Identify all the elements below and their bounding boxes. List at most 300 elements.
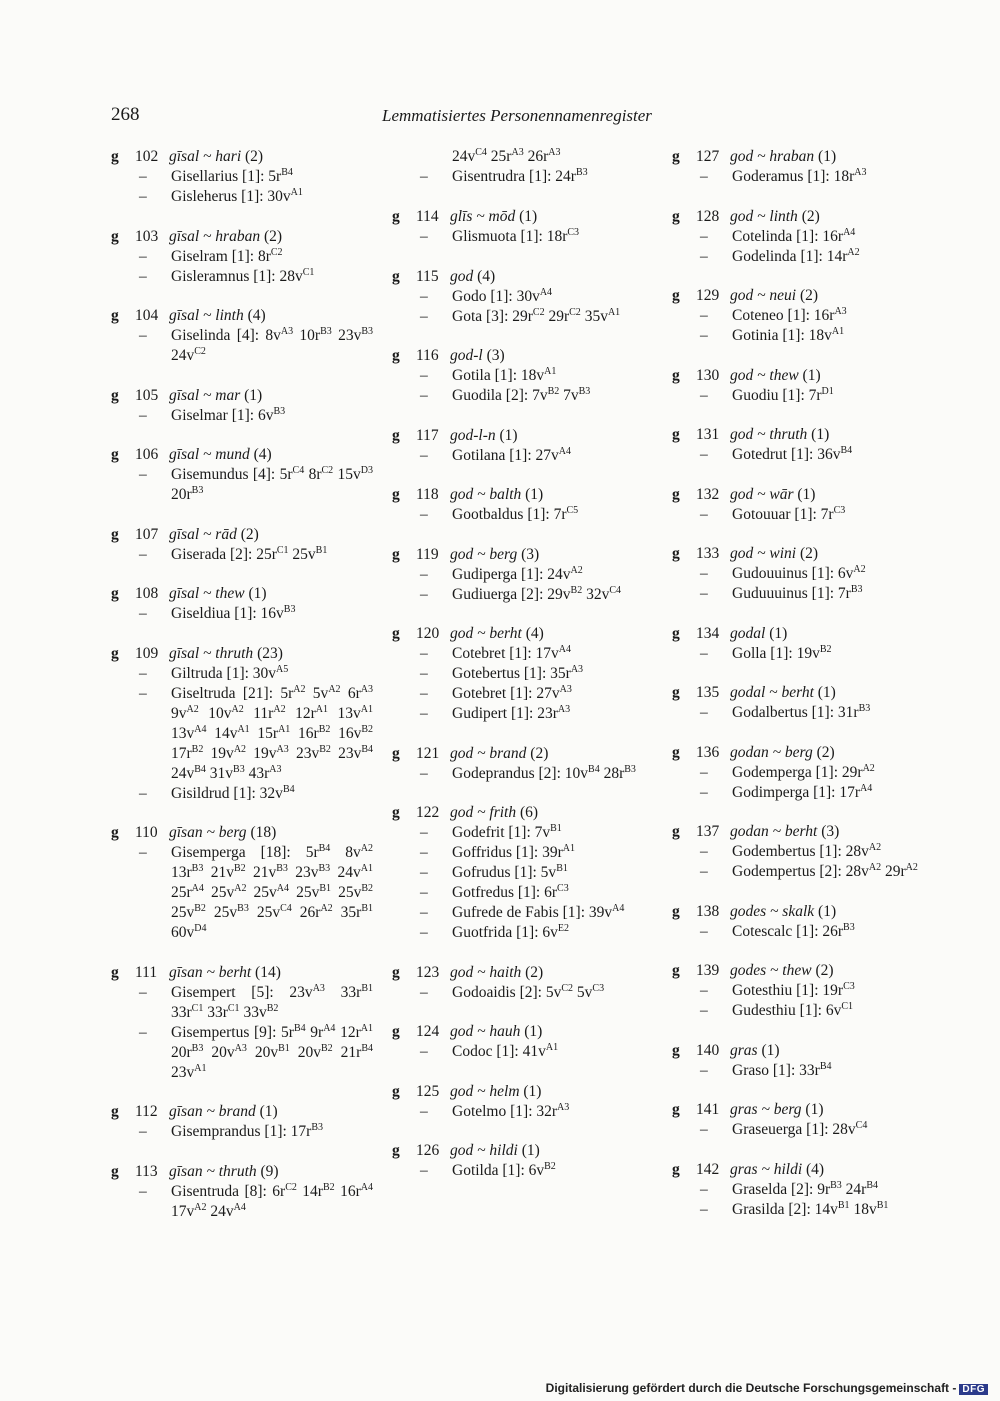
name-form-text: Guotfrida [1]: $6v^{E2}$ — [452, 922, 569, 941]
entry-count: (6) — [516, 804, 539, 821]
name-form-text: $24v^{C4}$ $25r^{A3}$ $26r^{A3}$ — [452, 146, 561, 165]
entry-lemma: god ~ hildi — [450, 1142, 518, 1159]
entry-lemma: god-l — [450, 347, 483, 364]
name-form-text: Codoc [1]: $41v^{A1}$ — [452, 1041, 559, 1060]
dash: – — [700, 247, 708, 265]
entry-lemma: god ~ wār — [730, 485, 794, 503]
entry-lemma: gīsal ~ mar — [169, 386, 241, 404]
name-form — [111, 843, 373, 943]
entry-head — [392, 1141, 654, 1161]
name-form — [392, 307, 654, 327]
entry-head — [392, 346, 654, 366]
entry-head — [392, 267, 654, 287]
name-form-text: Godemperga [1]: $29r^{A2}$ — [732, 762, 875, 781]
entry-marker: g — [672, 962, 680, 979]
entry-count: (1) — [813, 684, 836, 701]
entry-number: 119 — [416, 545, 439, 563]
dash: – — [139, 1182, 147, 1200]
entry-marker: g — [672, 1041, 680, 1059]
entry-marker: g — [392, 1142, 400, 1159]
name-form-text: Giltruda [1]: $30v^{A5}$ — [171, 663, 289, 682]
entry-head — [392, 963, 654, 983]
register-entry — [672, 544, 934, 604]
name-form-text: Graselda [2]: $9r^{B3}$ $24r^{B4}$ — [732, 1179, 879, 1198]
entry-head — [392, 1082, 654, 1102]
name-form-text: Gisempertus [9]: $5r^{B4}$ $9r^{A4}$ $12r^{A1}$ $20r^{B3}$ $20v^{A3}$ $20v^{B1}$ $20v^{B2}$ $21r^{B4}$ $23v^{A1}$ — [171, 1022, 374, 1081]
entry-lemma: gras ~ berg — [730, 1101, 802, 1118]
dash: – — [139, 1023, 147, 1041]
name-form — [392, 1042, 654, 1062]
name-form — [672, 922, 934, 942]
name-form — [111, 664, 373, 684]
entry-count: (1) — [757, 1041, 780, 1059]
entry-marker: g — [392, 208, 400, 225]
register-entry — [672, 147, 934, 187]
name-form-text: Gudesthiu [1]: $6v^{C1}$ — [732, 1000, 854, 1019]
dash: – — [700, 386, 708, 404]
entry-count: (2) — [526, 744, 549, 762]
register-entry — [392, 803, 654, 943]
name-form — [392, 863, 654, 883]
name-form — [111, 406, 373, 426]
name-form-text: Gotesthiu [1]: $19r^{C3}$ — [732, 980, 855, 999]
name-form-text: Gofrudus [1]: $5v^{B1}$ — [452, 862, 568, 881]
entry-number: 126 — [416, 1142, 440, 1159]
dash: – — [700, 446, 708, 463]
entry-count: (2) — [260, 227, 283, 245]
name-form-text: Godembertus [1]: $28v^{A2}$ — [732, 841, 882, 860]
dash: – — [700, 327, 708, 344]
entry-number: 140 — [696, 1041, 720, 1059]
name-form — [672, 247, 934, 267]
entry-number: 130 — [696, 366, 720, 384]
dash: – — [139, 684, 147, 702]
entry-count: (2) — [811, 962, 834, 979]
entry-number: 106 — [135, 446, 159, 463]
name-form — [672, 564, 934, 584]
entry-lemma: gīsal ~ rād — [169, 525, 237, 543]
entry-marker: g — [392, 1082, 400, 1100]
dash: – — [420, 367, 428, 384]
entry-marker: g — [111, 525, 119, 543]
entry-head — [672, 1100, 934, 1120]
dash: – — [420, 228, 428, 245]
entry-number: 109 — [135, 644, 159, 662]
register-entry — [672, 207, 934, 267]
name-form-text: Godelinda [1]: $14r^{A2}$ — [732, 246, 860, 265]
entry-head — [111, 584, 373, 604]
entry-number: 111 — [135, 963, 158, 981]
name-form-text: Cotescalc [1]: $26r^{B3}$ — [732, 921, 855, 940]
register-entry — [672, 743, 934, 803]
entry-head — [111, 644, 373, 664]
entry-head — [672, 207, 934, 227]
dash: – — [420, 387, 428, 404]
name-form — [111, 167, 373, 187]
name-form — [111, 247, 373, 267]
entry-marker: g — [672, 1160, 680, 1178]
register-entry — [672, 425, 934, 465]
register-entry — [672, 366, 934, 406]
register-entry — [392, 426, 654, 466]
dash: – — [139, 605, 147, 622]
register-entry — [672, 822, 934, 882]
name-form — [111, 187, 373, 207]
name-form — [392, 386, 654, 406]
entry-number: 113 — [135, 1162, 158, 1180]
name-form-text: Cotebret [1]: $17v^{A4}$ — [452, 643, 571, 662]
entry-count: (3) — [817, 823, 840, 840]
name-form — [392, 883, 654, 903]
dash: – — [700, 704, 708, 721]
entry-count: (1) — [519, 1082, 542, 1100]
name-form — [392, 167, 654, 187]
register-entry — [672, 286, 934, 346]
dash: – — [700, 922, 708, 940]
name-form-text: Gisleramnus [1]: $28v^{C1}$ — [171, 266, 315, 285]
name-form — [111, 604, 373, 624]
name-form-text: Gisentrudra [1]: $24r^{B3}$ — [452, 166, 588, 185]
name-form-text: Godefrit [1]: $7v^{B1}$ — [452, 822, 562, 841]
name-form-text: Gudipert [1]: $23r^{A3}$ — [452, 703, 571, 722]
column-1 — [111, 147, 373, 1241]
entry-marker: g — [392, 1023, 400, 1040]
register-entry — [111, 306, 373, 366]
entry-marker: g — [111, 585, 119, 602]
name-form-text: Gudiperga [1]: $24v^{A2}$ — [452, 564, 583, 583]
entry-lemma: god ~ neui — [730, 287, 797, 304]
dash: – — [420, 665, 428, 682]
name-form — [392, 704, 654, 724]
name-form-text: Godimperga [1]: $17r^{A4}$ — [732, 782, 873, 801]
dash: – — [420, 824, 428, 841]
dash: – — [420, 983, 428, 1001]
entry-lemma: god ~ berg — [450, 545, 518, 563]
name-form-text: Gotelmo [1]: $32r^{A3}$ — [452, 1101, 570, 1120]
name-form — [392, 664, 654, 684]
register-entry — [392, 1141, 654, 1181]
name-form-text: Godalbertus [1]: $31r^{B3}$ — [732, 702, 871, 721]
entry-head — [111, 823, 373, 843]
entry-lemma: god ~ brand — [450, 744, 527, 762]
dash: – — [700, 1061, 708, 1079]
entry-marker: g — [392, 804, 400, 821]
entry-lemma: gīsal ~ mund — [169, 446, 250, 463]
name-form-text: Gisempert [5]: $23v^{A3}$ $33r^{B1}$ $33r^{C1}$ $33r^{C1}$ $33v^{B2}$ — [171, 982, 373, 1021]
entry-head — [672, 902, 934, 922]
entry-marker: g — [672, 743, 680, 761]
entry-head — [111, 306, 373, 326]
entry-number: 137 — [696, 823, 720, 840]
entry-count: (3) — [482, 347, 505, 364]
register-entry — [392, 744, 654, 784]
register-entry — [111, 445, 373, 505]
name-form — [672, 644, 934, 664]
register-entry — [111, 227, 373, 287]
name-form — [672, 763, 934, 783]
entry-number: 103 — [135, 227, 159, 245]
entry-marker: g — [111, 1103, 119, 1120]
entry-head — [111, 1162, 373, 1182]
dash: – — [420, 287, 428, 305]
name-form — [111, 465, 373, 505]
footer — [546, 1381, 988, 1395]
dash: – — [420, 307, 428, 325]
dash: – — [420, 565, 428, 583]
entry-marker: g — [672, 624, 680, 642]
entry-number: 141 — [696, 1101, 720, 1118]
entry-lemma: god ~ wini — [730, 545, 797, 562]
entry-marker: g — [111, 307, 119, 324]
register-entry — [392, 346, 654, 406]
name-form-text: Golla [1]: $19v^{B2}$ — [732, 643, 832, 662]
entry-count: (4) — [521, 625, 544, 642]
register-entry — [111, 963, 373, 1083]
entry-count: (1) — [807, 426, 830, 443]
name-form — [392, 843, 654, 863]
dash: – — [139, 545, 147, 563]
entry-lemma: gīsal ~ thruth — [169, 644, 254, 662]
name-form — [111, 684, 373, 784]
entry-lemma: gīsal ~ thew — [169, 585, 245, 602]
entry-number: 112 — [135, 1103, 158, 1120]
name-form — [672, 1180, 934, 1200]
dash: – — [420, 1162, 428, 1179]
name-form-text: Grasilda [2]: $14v^{B1}$ $18v^{B1}$ — [732, 1199, 889, 1218]
name-form-text: Gisemprandus [1]: $17r^{B3}$ — [171, 1121, 324, 1140]
dash: – — [139, 247, 147, 265]
dash: – — [420, 645, 428, 662]
name-form — [392, 287, 654, 307]
name-form — [392, 983, 654, 1003]
entry-marker: g — [111, 824, 119, 841]
entry-lemma: godan ~ berht — [730, 823, 818, 840]
name-form-text: Cotelinda [1]: $16r^{A4}$ — [732, 226, 856, 245]
dash: – — [139, 1123, 147, 1140]
dash: – — [700, 783, 708, 801]
name-form — [392, 565, 654, 585]
name-form — [392, 1161, 654, 1181]
entry-number: 117 — [416, 426, 439, 444]
entry-head — [672, 147, 934, 167]
dash: – — [420, 585, 428, 603]
name-form — [672, 505, 934, 525]
entry-marker: g — [672, 426, 680, 443]
entry-count: (18) — [246, 824, 277, 841]
name-form-text: Gootbaldus [1]: $7r^{C5}$ — [452, 504, 579, 523]
dash: – — [139, 327, 147, 344]
name-form — [111, 784, 373, 804]
register-entry — [111, 1102, 373, 1142]
entry-marker: g — [672, 1101, 680, 1118]
register-entry — [392, 1082, 654, 1122]
register-entry — [111, 1162, 373, 1222]
dash: – — [700, 1121, 708, 1138]
entry-number: 133 — [696, 545, 720, 562]
name-form-text: Coteneo [1]: $16r^{A3}$ — [732, 305, 847, 324]
entry-head — [672, 624, 934, 644]
entry-number: 114 — [416, 208, 439, 225]
name-form-text: Gotebertus [1]: $35r^{A3}$ — [452, 663, 584, 682]
entry-count: (1) — [814, 148, 837, 165]
name-form-text: Gufrede de Fabis [1]: $39v^{A4}$ — [452, 902, 625, 921]
name-form — [111, 267, 373, 287]
register-entry — [392, 207, 654, 247]
entry-count: (2) — [812, 743, 835, 761]
dash: – — [420, 168, 428, 185]
name-form — [392, 684, 654, 704]
entry-count: (1) — [517, 1142, 540, 1159]
entry-number: 107 — [135, 525, 159, 543]
entry-head — [672, 286, 934, 306]
entry-number: 102 — [135, 148, 159, 165]
running-title: Lemmatisiertes Personennamenregister — [382, 106, 652, 125]
entry-count: (4) — [473, 267, 496, 285]
name-form — [392, 227, 654, 247]
name-form-text: Gudiuerga [2]: $29v^{B2}$ $32v^{C4}$ — [452, 584, 621, 603]
dash: – — [700, 1200, 708, 1218]
entry-number: 121 — [416, 744, 440, 762]
entry-number: 118 — [416, 486, 439, 503]
register-entry — [111, 525, 373, 565]
name-form-text: Giserada [2]: $25r^{C1}$ $25v^{B1}$ — [171, 544, 328, 563]
dash: – — [420, 864, 428, 881]
entry-count: (2) — [521, 963, 544, 981]
entry-number: 124 — [416, 1023, 440, 1040]
entry-lemma: god ~ hraban — [730, 148, 815, 165]
entry-lemma: gīsan ~ thruth — [169, 1162, 257, 1180]
entry-number: 127 — [696, 148, 720, 165]
entry-lemma: gras — [730, 1041, 758, 1059]
entry-marker: g — [392, 486, 400, 503]
register-entry — [672, 624, 934, 664]
dash: – — [700, 227, 708, 245]
name-form-text: Gisellarius [1]: $5r^{B4}$ — [171, 166, 293, 185]
dash: – — [420, 1043, 428, 1060]
register-entry — [111, 644, 373, 804]
entry-count: (4) — [249, 446, 272, 463]
register-entry — [392, 485, 654, 525]
register-entry — [672, 1100, 934, 1140]
name-form-text: Giseldiua [1]: $16v^{B3}$ — [171, 603, 296, 622]
entry-head — [111, 525, 373, 545]
entry-head — [111, 963, 373, 983]
register-entry — [111, 386, 373, 426]
name-form-text: Gisemperga [18]: $5r^{B4}$ $8v^{A2}$ $13r^{B3}$ $21v^{B2}$ $21v^{B3}$ $23v^{B3}$ $24v^{A1}$ $25r^{A4}$ $25v^{A2}$ $25v^{A4}$ $25v^{B1}$ $25v^{B2}$ $25v^{B2}$ $25v^{B3}$ $25v^{C4}$ $26r^{A2}$ $35r^{B1}$ $60v^{D4}$ — [171, 842, 374, 941]
name-form — [392, 823, 654, 843]
entry-lemma: gīsal ~ hraban — [169, 227, 261, 245]
entry-head — [672, 822, 934, 842]
entry-count: (3) — [517, 545, 540, 563]
entry-head — [672, 366, 934, 386]
entry-head — [672, 425, 934, 445]
name-form — [672, 326, 934, 346]
entry-head — [392, 803, 654, 823]
dash: – — [139, 466, 147, 483]
entry-number: 128 — [696, 207, 720, 225]
entry-count: (1) — [520, 1023, 543, 1040]
dash: – — [700, 763, 708, 781]
register-entry — [392, 267, 654, 327]
dash: – — [420, 884, 428, 901]
register-entry — [672, 1041, 934, 1081]
name-form — [672, 1200, 934, 1220]
name-form-text: Godo [1]: $30v^{A4}$ — [452, 286, 553, 305]
name-form — [392, 446, 654, 466]
dash: – — [139, 267, 147, 285]
dash: – — [139, 168, 147, 185]
register-entry — [392, 545, 654, 605]
dash: – — [700, 863, 708, 880]
entry-marker: g — [392, 744, 400, 762]
entry-marker: g — [111, 386, 119, 404]
name-form — [392, 644, 654, 664]
name-form-text: Godoaidis [2]: $5v^{C2}$ $5v^{C3}$ — [452, 982, 605, 1001]
entry-marker: g — [111, 963, 119, 981]
entry-count: (2) — [797, 207, 820, 225]
entry-marker: g — [672, 207, 680, 225]
dash: – — [420, 446, 428, 464]
entry-head — [672, 544, 934, 564]
dash: – — [420, 705, 428, 722]
entry-lemma: god ~ balth — [450, 486, 522, 503]
name-form-text: Gotedrut [1]: $36v^{B4}$ — [732, 444, 853, 463]
entry-count: (1) — [495, 426, 518, 444]
name-form-text: Glismuota [1]: $18r^{C3}$ — [452, 226, 580, 245]
name-form — [672, 445, 934, 465]
name-form — [111, 1023, 373, 1083]
entry-marker: g — [392, 625, 400, 642]
entry-marker: g — [111, 446, 119, 463]
name-form-text: Gudouuinus [1]: $6v^{A2}$ — [732, 563, 866, 582]
name-form — [672, 1120, 934, 1140]
name-form-text: Giselram [1]: $8r^{C2}$ — [171, 246, 283, 265]
register-entry — [672, 485, 934, 525]
entry-lemma: god-l-n — [450, 426, 496, 444]
page-number: 268 — [111, 104, 140, 125]
entry-lemma: gīsal ~ linth — [169, 307, 244, 324]
entry-number: 116 — [416, 347, 439, 364]
entry-number: 104 — [135, 307, 159, 324]
entry-marker: g — [672, 485, 680, 503]
entry-lemma: god ~ linth — [730, 207, 798, 225]
dash: – — [700, 585, 708, 602]
entry-count: (1) — [798, 366, 821, 384]
entry-count: (1) — [515, 208, 538, 225]
name-form-text: Giselinda [4]: $8v^{A3}$ $10r^{B3}$ $23v^{B3}$ $24v^{C2}$ — [171, 325, 373, 364]
entry-marker: g — [392, 267, 400, 285]
name-form — [392, 585, 654, 605]
entry-head — [392, 744, 654, 764]
name-form-text: Goderamus [1]: $18r^{A3}$ — [732, 166, 867, 185]
entry-lemma: god ~ helm — [450, 1082, 520, 1100]
entry-head — [672, 1041, 934, 1061]
entry-lemma: gīsan ~ brand — [169, 1103, 256, 1120]
entry-marker: g — [672, 148, 680, 165]
register-entry — [111, 584, 373, 624]
dash: – — [139, 983, 147, 1001]
name-form — [672, 862, 934, 882]
dash: – — [139, 784, 147, 802]
name-form — [392, 147, 654, 167]
entry-marker: g — [392, 545, 400, 563]
name-form — [392, 923, 654, 943]
entry-head — [672, 961, 934, 981]
register-entry — [111, 147, 373, 207]
name-form — [672, 584, 934, 604]
name-form-text: Gisildrud [1]: $32v^{B4}$ — [171, 783, 295, 802]
entry-head — [672, 683, 934, 703]
